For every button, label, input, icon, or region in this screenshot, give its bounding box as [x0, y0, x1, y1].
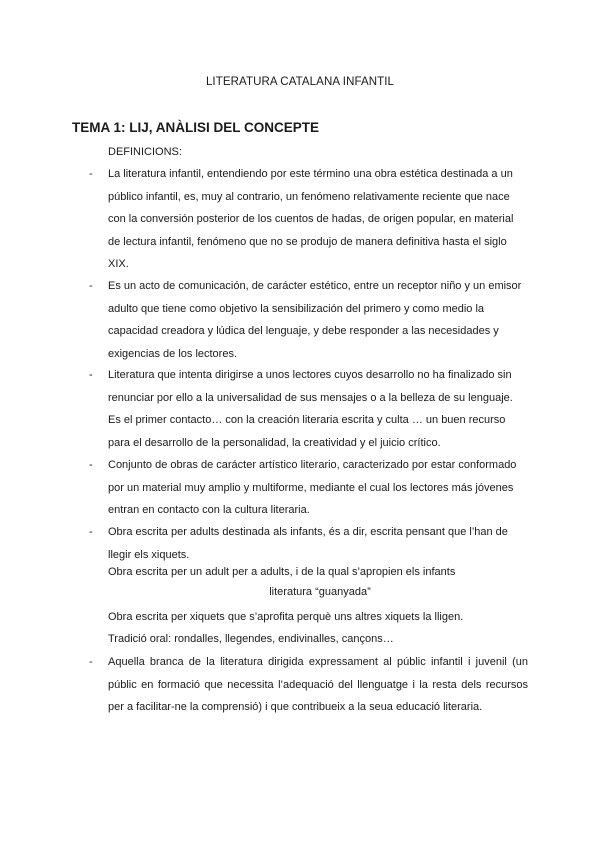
bullet-dash: - [89, 369, 93, 381]
definitions-subheading: DEFINICIONS: [108, 146, 182, 158]
definition-item: Aquella branca de la literatura dirigida expressament al públic infantil i juvenil (un públic en formació que necessita l’adequació del llenguatge i la resta dels recursos per a facilitar-ne la comprensió) i que contribueix a la seua educació literaria. [108, 656, 528, 713]
definition-item: La literatura infantil, entendiendo por este término una obra estética destinada a un público infantil, es, muy al contrario, un fenómeno relativamente reciente que nace con la conversión posterior de los cuentos de hadas, de origen popular, en material de lectura infantil, fenómeno que no se produjo de manera definitiva hasta el siglo XIX. [108, 168, 514, 270]
document-title: LITERATURA CATALANA INFANTIL [205, 76, 395, 88]
definition-item: Es un acto de comunicación, de carácter estético, entre un receptor niño y un emisor adulto que tiene como objetivo la sensibilización del primero y como medio la capacidad creadora y lúdica del lenguaje, y debe responder a las necesidades y exigencias de los lectores. [108, 280, 522, 360]
definition-note: Obra escrita per xiquets que s’aprofita perquè uns altres xiquets la lligen. [108, 611, 464, 623]
definition-item: Obra escrita per adults destinada als infants, és a dir, escrita pensant que l’han de llegir els xiquets. [108, 526, 508, 561]
section-heading: TEMA 1: LIJ, ANÀLISI DEL CONCEPTE [72, 120, 320, 135]
bullet-dash: - [89, 168, 93, 180]
definition-item: Conjunto de obras de carácter artístico literario, caracterizado por estar conformado por un material muy amplio y multiforme, mediante el cual los lectores más jóvenes entran en contacto con la cultura literaria. [108, 459, 517, 516]
definition-note: Obra escrita per un adult per a adults, i de la qual s’apropien els infants [108, 566, 456, 578]
definition-item: Literatura que intenta dirigirse a unos lectores cuyos desarrollo no ha finalizado sin renunciar por ello a la universalidad de sus mensajes o a la belleza de su lenguaje. Es el primer contacto… con la creación literaria escrita y culta … un buen recurso para el desarrollo de la personalidad, la creatividad y el juicio crítico. [108, 369, 513, 449]
bullet-dash: - [89, 459, 93, 471]
definition-note-centered: literatura “guanyada” [269, 586, 371, 598]
bullet-dash: - [89, 280, 93, 292]
definition-note: Tradició oral: rondalles, llegendes, endivinalles, cançons… [108, 633, 394, 645]
bullet-dash: - [89, 656, 93, 668]
bullet-dash: - [89, 526, 93, 538]
